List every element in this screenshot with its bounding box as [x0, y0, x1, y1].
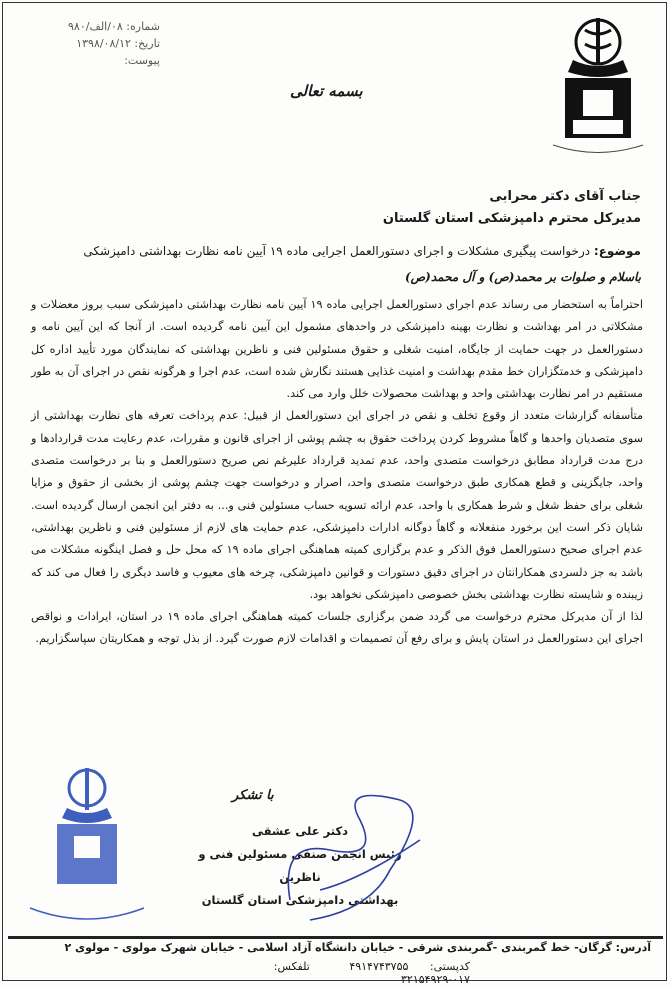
- subject-label: موضوع:: [593, 244, 641, 258]
- association-stamp: [12, 758, 162, 928]
- signer-name: دکتر علی عشقی: [251, 824, 349, 838]
- phone-fax: تلفکس: ۰۱۷-۳۲۱۵۴۹۲۹: [273, 960, 470, 986]
- footer-divider: [8, 936, 663, 939]
- signer-title-2: بهداشتی دامپزشکی استان گلستان: [201, 893, 399, 907]
- postal-code: کدپستی: ۴۹۱۴۷۴۳۷۵۵: [349, 960, 470, 973]
- closing-thanks: با تشکر: [232, 788, 274, 803]
- ref-number: شماره: ۰۸/الف/۹۸۰: [68, 20, 160, 33]
- greeting: باسلام و صلوات بر محمد(ص) و آل محمد(ص): [404, 270, 641, 284]
- body-paragraph-1: احتراماً به استحضار می رساند عدم اجرای دستورالعمل اجرایی ماده ۱۹ آیین نامه نظارت بهداشتی دامپزشکی سبب بروز معضلات و مشکلاتی در امر بهداشت و نظارت بهینه دامپزشکی در واحدهای مشمول این آیین نامه گردیده است. از آنجا که این آیین نامه و دستورالعمل در جهت حمایت از جایگاه، امنیت شغلی و حقوق مسئولین فنی و ناظرین بهداشتی که نمایندگان مورد تأیید اداره کل دامپزشکی و خدمتگزاران خط مقدم بهداشت و امنیت غذایی هستند نگارش شده است، عدم اجرا و هرگونه نقص در اجرای آن به طور مستقیم در امر نظارت بهداشتی واحد و بهداشت محصولات خلل وارد می کند.: [31, 298, 643, 401]
- subject-text: درخواست پیگیری مشکلات و اجرای دستورالعمل اجرایی ماده ۱۹ آیین نامه نظارت بهداشتی دامپزشکی: [83, 244, 591, 258]
- addressee-block: [31, 186, 641, 230]
- footer-contact: [170, 960, 470, 986]
- addressee-title: مدیرکل محترم دامپزشکی استان گلستان: [382, 211, 641, 226]
- ref-attachment: پیوست:: [124, 54, 160, 67]
- footer-address: آدرس: گرگان- خط گمربندی -گمربندی شرقی - خیابان دانشگاه آزاد اسلامی - خیابان شهرک مولوی - مولوی ۲: [64, 941, 651, 954]
- body-paragraph-3: لذا از آن مدیرکل محترم درخواست می گردد ضمن برگزاری جلسات کمیته هماهنگی اجرای ماده ۱۹ در استان، ایرادات و نواقص اجرای این دستورالعمل در استان پایش و برای رفع آن تصمیمات و اقدامات لازم صورت گیرد. از بذل توجه و همکاریتان سپاسگزاریم.: [31, 610, 644, 646]
- ref-date: تاریخ: ۱۳۹۸/۰۸/۱۲: [76, 37, 160, 50]
- handwritten-signature: [270, 780, 440, 930]
- bismillah-heading: بسمه تعالی: [290, 82, 363, 100]
- letter-body: [31, 294, 643, 651]
- association-logo: [543, 10, 653, 160]
- addressee-name: جناب آقای دکتر محرابی: [489, 189, 641, 204]
- signer-title-1: رئیس انجمن صنفی مسئولین فنی و ناظرین: [198, 847, 402, 884]
- subject-line: [21, 244, 641, 258]
- body-paragraph-2: متأسفانه گزارشات متعدد از وقوع تخلف و نقص در اجرای این دستورالعمل از قبیل: عدم پرداخت تعرفه های نظارت بهداشتی از سوی متصدیان واحدها و گاهاً مشروط کردن پرداخت حقوق به چشم پوشی از اجرای قانون و مقررات، عدم رعایت مدت قراردادها و درج مدت قرارداد مطابق درخواست متصدی واحد، عدم تمدید قرارداد علیرغم نص صریح دستورالعمل و بنا بر درخواست متصدی واحد، جایگزینی و قطع همکاری طبق درخواست متصدی واحد، اصرار و درخواست جهت چشم پوشی از بخشی از حقوق و مزایا شغلی برای حفظ شغل و شرط همکاری با واحد، عدم ارائه تسویه حساب مسئولین فنی و... به دفتر این انجمن ارسال گردیده است. شایان ذکر است این برخورد منفعلانه و گاهاً دوگانه ادارات دامپزشکی، عدم حمایت های لازم از مسئولین فنی و ناظرین بهداشتی، عدم اجرای صحیح دستورالعمل فوق الذکر و عدم برگزاری کمیته هماهنگی اجرای ماده ۱۹ که محل حل و فصل اینگونه مشکلات می باشد به جز دلسردی همکارانتان در اجرای دقیق دستورات و قوانین دامپزشکی، چرخه های معیوب و فاسد دیگری را فعال می کند که زیبنده و شایسته نظارت بهداشتی بخش خصوصی دامپزشکی نخواهد بود.: [31, 409, 643, 601]
- reference-block: [40, 18, 160, 69]
